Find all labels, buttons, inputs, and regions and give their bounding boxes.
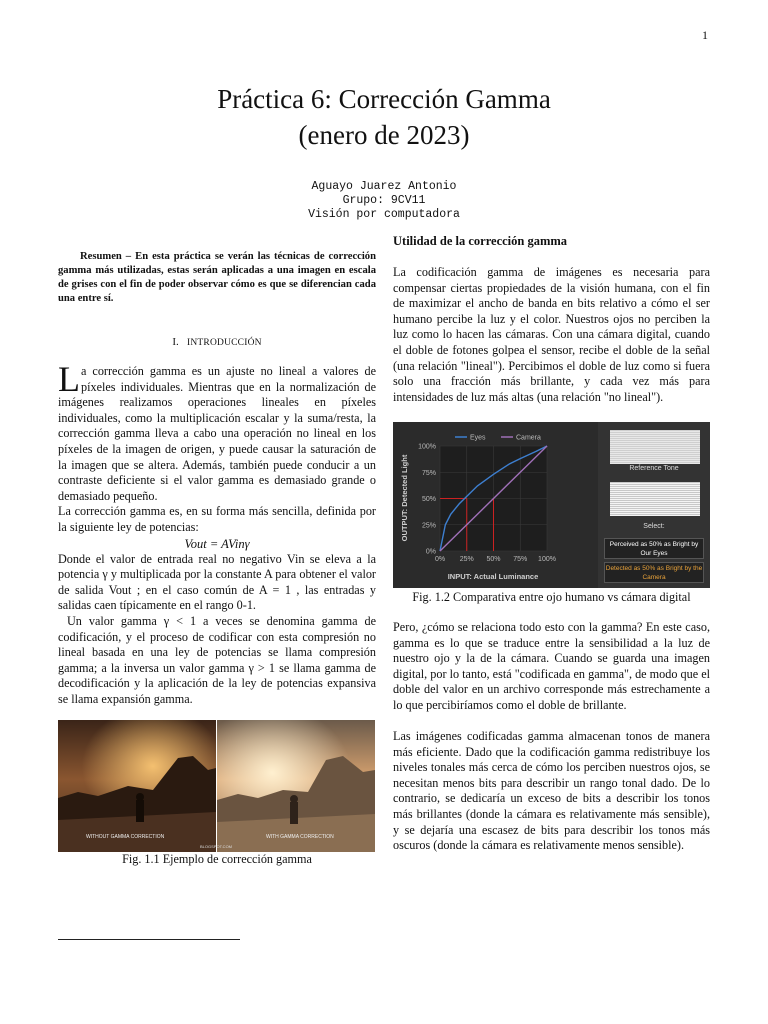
right-section-heading: Utilidad de la corrección gamma [393,234,568,248]
reference-tone-swatch [610,430,700,464]
right-paragraph-1: La codificación gamma de imágenes es necesaria para compensar ciertas propiedades de la visión humana, con el fin de maximizar el ancho de banda en bits relativo a cómo el ser humano percibe la luz y el color. Nuestros ojos no perciben la luz como lo hacen las cámaras. Con una cámara digital, cuando el doble de fotones golpea el sensor, recibe el doble de la señal (una relación "lineal"). Percibimos el doble de luz como si fuera solo una fracción más brillante, y cada vez más para intensidades de luz más altas (una relación "no lineal"). [393,265,710,404]
drop-cap: L [58,359,80,399]
tone-comparison-panel [598,422,710,588]
author-group: Grupo: 9CV11 [342,194,426,207]
y-tick-label: 0% [425,548,436,556]
y-tick-label: 75% [421,469,436,477]
section-heading-introduction [58,336,376,348]
right-paragraph-2: Pero, ¿cómo se relaciona todo esto con la gamma? En este caso, gamma es lo que se traduce entre la sensibilidad a la luz de nuestro ojo y la de la cámara. Cuando se guarda una imagen digital, por lo tanto, está "codificada en gamma", de modo que el doble del valor en un archivo corresponde más estrechamente a lo que percibiríamos como el doble de brillante. [393,620,710,712]
paper-title-line2: (enero de 2023) [298,120,470,150]
paper-title-line1: Práctica 6: Corrección Gamma [217,84,551,114]
page-number: 1 [702,28,708,42]
option-perceived-by-eyes[interactable]: Perceived as 50% as Bright by Our Eyes [604,538,704,559]
eye-camera-chart [393,422,597,588]
x-tick-label: 25% [459,556,474,563]
y-tick-label: 25% [421,522,436,530]
abstract-text: Resumen – En esta práctica se verán las técnicas de corrección gamma más utilizadas, estas serán aplicadas a una imagen en escala de grises con el fin de poder observar cómo es que se diferencian cada una entre sí. [58,251,376,304]
image-source: BLOGSPOT.COM [200,844,233,849]
legend-label-camera: Camera [516,434,541,442]
footnote-separator [58,939,240,940]
x-tick-label: 75% [513,556,528,563]
y-tick-label: 100% [418,443,436,451]
right-paragraph-1-block [393,265,710,405]
author-name: Aguayo Juarez Antonio [311,180,457,193]
compare-tone-swatch [610,482,700,516]
figure-eye-vs-camera [393,422,710,588]
chart-x-axis-label: INPUT: Actual Luminance [447,572,539,581]
figure-gamma-example [58,720,375,852]
right-paragraph-3-block [393,729,710,854]
x-tick-label: 100% [538,556,556,563]
right-paragraph-2-block [393,620,710,714]
right-paragraph-3: Las imágenes codificadas gamma almacenan tonos de manera más eficiente. Dado que la codificación gamma redistribuye los niveles tonales más cerca de cómo los perciben nuestros ojos, se necesitan menos bits para describir un rango tonal dado. De lo contrario, se dedicaría un exceso de bits a describir los tonos más brillantes (donde la cámara es relativamente más sensible), y se dejaría una escasez de bits para describir los tonos más oscuros (donde la cámara es relativamente menos sensible). [393,729,710,853]
gamma-example-image [58,720,375,852]
label-without-gamma: WITHOUT GAMMA CORRECTION [86,834,165,840]
intro-paragraph-3: Donde el valor de entrada real no negativo Vin se eleva a la potencia γ y multiplicada por la constante A para obtener el valor de salida Vout ; en el caso común de A = 1 , las entradas y salidas caen típicamente en el rango 0-1. [58,551,376,613]
intro-paragraph-4: Un valor gamma γ < 1 a veces se denomina gamma de codificación, y el proceso de codificar con esta compresión no lineal basada en una ley de potencias se llama compresión gamma; a la inversa un valor gamma γ > 1 se llama gamma de decodificación y la aplicación de la ley de potencias expansiva se llama expansión gamma. [58,613,376,706]
fig2-caption: Fig. 1.2 Comparativa entre ojo humano vs cámara digital [412,590,691,604]
intro-paragraph-1 [58,359,376,504]
x-tick-label: 50% [486,556,501,563]
reference-tone-label: Reference Tone [629,465,679,472]
intro-paragraph-2: La corrección gamma es, en su forma más sencilla, definida por la siguiente ley de potencias: [58,504,376,534]
introduction-body [58,359,376,707]
legend-label-eyes: Eyes [470,434,486,442]
course-name: Visión por computadora [308,208,460,221]
y-tick-label: 50% [421,496,436,503]
abstract-block [58,250,376,306]
chart-y-axis-label: OUTPUT: Detected Light [400,454,409,542]
label-with-gamma: WITH GAMMA CORRECTION [266,834,334,840]
section-title: INTRODUCCIÓN [186,338,262,348]
x-tick-label: 0% [434,556,446,563]
section-number: I. [172,336,179,348]
select-label: Select: [643,523,665,530]
fig1-caption: Fig. 1.1 Ejemplo de corrección gamma [122,852,312,866]
option-detected-by-camera[interactable]: Detected as 50% as Bright by the Camera [604,562,704,583]
power-law-formula: Vout = AVinγ [184,536,250,551]
intro-p1-text: a corrección gamma es un ajuste no lineal a valores de píxeles individuales. Mientras que en la normalización de imágenes realizamos operaciones lineales en píxeles individuales, como la multiplicación escalar y la suma/resta, la corrección gamma lleva a cabo una operación no lineal en los píxeles de la imagen de origen, y puede causar la saturación de la imagen que se altera. Además, también puede conducir a un contraste deficiente si el valor gamma es demasiado grande o demasiado pequeño. [58,364,376,503]
